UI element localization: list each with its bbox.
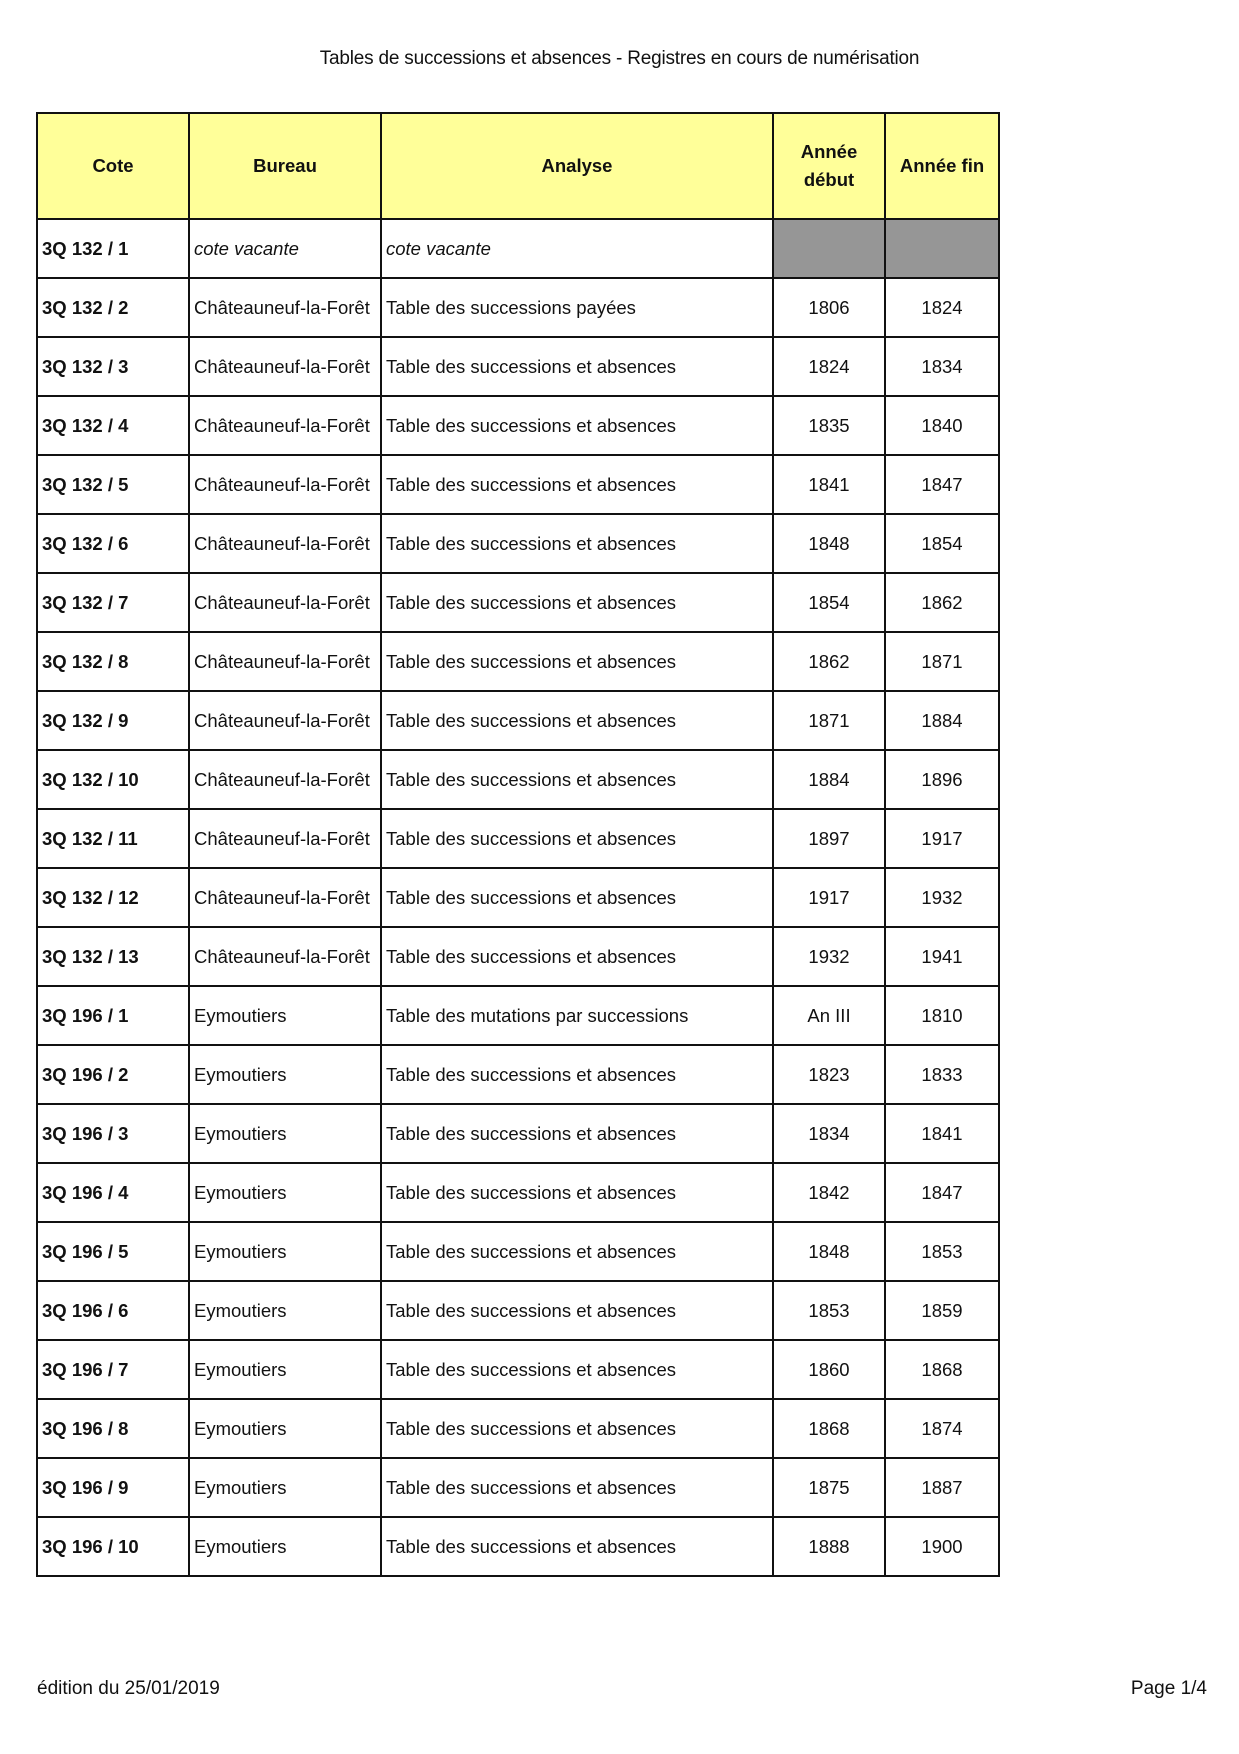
registers-table [36,112,1000,1577]
cell-analyse: Table des successions et absences [381,396,773,455]
cell-bureau: Eymoutiers [189,986,381,1045]
table-row [37,632,999,691]
cell-cote: 3Q 132 / 3 [37,337,189,396]
header-row [37,113,999,219]
edition-date: édition du 25/01/2019 [37,1678,220,1699]
cell-annee-fin: 1841 [885,1104,999,1163]
cell-analyse: Table des successions et absences [381,1399,773,1458]
cell-analyse: Table des successions et absences [381,750,773,809]
cell-bureau: Châteauneuf-la-Forêt [189,573,381,632]
table-row [37,691,999,750]
cell-bureau: Châteauneuf-la-Forêt [189,278,381,337]
cell-cote: 3Q 196 / 8 [37,1399,189,1458]
cell-bureau: Eymoutiers [189,1281,381,1340]
cell-analyse: Table des successions et absences [381,1222,773,1281]
cell-analyse: Table des successions et absences [381,1517,773,1576]
cell-cote: 3Q 196 / 9 [37,1458,189,1517]
cell-annee-fin: 1884 [885,691,999,750]
header-annee-debut: Année début [773,113,885,219]
cell-bureau: Eymoutiers [189,1517,381,1576]
page-title: Tables de successions et absences - Registres en cours de numérisation [319,48,920,69]
cell-analyse: Table des successions et absences [381,337,773,396]
cell-annee-debut: 1823 [773,1045,885,1104]
cell-bureau: Châteauneuf-la-Forêt [189,691,381,750]
cell-bureau: Eymoutiers [189,1163,381,1222]
cell-annee-fin: 1840 [885,396,999,455]
cell-annee-fin: 1833 [885,1045,999,1104]
cell-cote: 3Q 196 / 3 [37,1104,189,1163]
table-row [37,396,999,455]
header-analyse: Analyse [381,113,773,219]
cell-analyse: Table des successions et absences [381,1104,773,1163]
cell-annee-fin [885,219,999,278]
cell-cote: 3Q 132 / 7 [37,573,189,632]
cell-bureau: Châteauneuf-la-Forêt [189,514,381,573]
cell-annee-debut: 1841 [773,455,885,514]
table-row [37,573,999,632]
cell-cote: 3Q 196 / 5 [37,1222,189,1281]
cell-cote: 3Q 196 / 10 [37,1517,189,1576]
cell-cote: 3Q 132 / 8 [37,632,189,691]
cell-annee-fin: 1824 [885,278,999,337]
cell-annee-debut: 1871 [773,691,885,750]
cell-cote: 3Q 132 / 11 [37,809,189,868]
cell-annee-fin: 1941 [885,927,999,986]
table-row [37,868,999,927]
cell-annee-debut: An III [773,986,885,1045]
cell-annee-debut [773,219,885,278]
cell-analyse: Table des successions payées [381,278,773,337]
cell-annee-fin: 1847 [885,455,999,514]
cell-cote: 3Q 196 / 6 [37,1281,189,1340]
cell-bureau: cote vacante [189,219,381,278]
cell-annee-debut: 1853 [773,1281,885,1340]
cell-annee-debut: 1862 [773,632,885,691]
table-row [37,278,999,337]
cell-bureau: Châteauneuf-la-Forêt [189,868,381,927]
header-annee-fin: Année fin [885,113,999,219]
table-row [37,1222,999,1281]
cell-annee-debut: 1868 [773,1399,885,1458]
table-row [37,1458,999,1517]
table-row [37,1517,999,1576]
table-body [37,219,999,1576]
cell-bureau: Eymoutiers [189,1458,381,1517]
table-row [37,750,999,809]
cell-annee-debut: 1835 [773,396,885,455]
cell-cote: 3Q 132 / 13 [37,927,189,986]
cell-analyse: Table des successions et absences [381,868,773,927]
cell-annee-fin: 1834 [885,337,999,396]
cell-bureau: Châteauneuf-la-Forêt [189,396,381,455]
cell-cote: 3Q 132 / 2 [37,278,189,337]
cell-bureau: Eymoutiers [189,1399,381,1458]
cell-bureau: Châteauneuf-la-Forêt [189,809,381,868]
cell-analyse: Table des successions et absences [381,1163,773,1222]
cell-annee-fin: 1810 [885,986,999,1045]
cell-annee-debut: 1848 [773,1222,885,1281]
cell-cote: 3Q 132 / 1 [37,219,189,278]
cell-cote: 3Q 132 / 5 [37,455,189,514]
cell-cote: 3Q 132 / 12 [37,868,189,927]
cell-analyse: Table des successions et absences [381,1458,773,1517]
cell-bureau: Châteauneuf-la-Forêt [189,632,381,691]
table-row [37,455,999,514]
cell-annee-debut: 1854 [773,573,885,632]
cell-cote: 3Q 132 / 6 [37,514,189,573]
table-row [37,1163,999,1222]
cell-cote: 3Q 196 / 7 [37,1340,189,1399]
cell-annee-debut: 1824 [773,337,885,396]
header-cote: Cote [37,113,189,219]
cell-cote: 3Q 196 / 4 [37,1163,189,1222]
cell-annee-fin: 1868 [885,1340,999,1399]
cell-annee-debut: 1842 [773,1163,885,1222]
cell-analyse: Table des successions et absences [381,455,773,514]
cell-annee-debut: 1917 [773,868,885,927]
cell-analyse: Table des successions et absences [381,809,773,868]
cell-annee-fin: 1859 [885,1281,999,1340]
cell-annee-fin: 1900 [885,1517,999,1576]
cell-annee-debut: 1897 [773,809,885,868]
cell-cote: 3Q 196 / 2 [37,1045,189,1104]
cell-cote: 3Q 196 / 1 [37,986,189,1045]
cell-bureau: Eymoutiers [189,1340,381,1399]
cell-annee-fin: 1871 [885,632,999,691]
cell-annee-fin: 1887 [885,1458,999,1517]
cell-bureau: Eymoutiers [189,1045,381,1104]
cell-bureau: Châteauneuf-la-Forêt [189,927,381,986]
cell-analyse: Table des successions et absences [381,632,773,691]
cell-analyse: Table des successions et absences [381,691,773,750]
table-row [37,1045,999,1104]
table-row [37,809,999,868]
cell-annee-debut: 1806 [773,278,885,337]
cell-cote: 3Q 132 / 10 [37,750,189,809]
cell-annee-fin: 1862 [885,573,999,632]
header-bureau: Bureau [189,113,381,219]
cell-annee-fin: 1917 [885,809,999,868]
cell-analyse: Table des mutations par successions [381,986,773,1045]
cell-annee-debut: 1848 [773,514,885,573]
cell-annee-fin: 1853 [885,1222,999,1281]
cell-annee-debut: 1860 [773,1340,885,1399]
cell-annee-debut: 1834 [773,1104,885,1163]
cell-bureau: Châteauneuf-la-Forêt [189,337,381,396]
cell-annee-fin: 1854 [885,514,999,573]
table-row [37,1104,999,1163]
cell-annee-fin: 1847 [885,1163,999,1222]
cell-annee-fin: 1874 [885,1399,999,1458]
cell-analyse: Table des successions et absences [381,1281,773,1340]
table-row [37,514,999,573]
table-row [37,1281,999,1340]
cell-cote: 3Q 132 / 4 [37,396,189,455]
table-row [37,927,999,986]
cell-bureau: Châteauneuf-la-Forêt [189,750,381,809]
cell-annee-fin: 1896 [885,750,999,809]
cell-annee-debut: 1888 [773,1517,885,1576]
cell-analyse: Table des successions et absences [381,927,773,986]
cell-bureau: Eymoutiers [189,1222,381,1281]
table-row [37,986,999,1045]
cell-annee-debut: 1932 [773,927,885,986]
cell-analyse: Table des successions et absences [381,514,773,573]
cell-analyse: Table des successions et absences [381,1340,773,1399]
cell-annee-fin: 1932 [885,868,999,927]
table-row [37,1399,999,1458]
page-number: Page 1/4 [1130,1678,1207,1699]
cell-annee-debut: 1875 [773,1458,885,1517]
cell-bureau: Châteauneuf-la-Forêt [189,455,381,514]
cell-bureau: Eymoutiers [189,1104,381,1163]
cell-analyse: Table des successions et absences [381,573,773,632]
table-row [37,1340,999,1399]
cell-annee-debut: 1884 [773,750,885,809]
cell-cote: 3Q 132 / 9 [37,691,189,750]
table-row [37,219,999,278]
cell-analyse: cote vacante [381,219,773,278]
table-row [37,337,999,396]
cell-analyse: Table des successions et absences [381,1045,773,1104]
